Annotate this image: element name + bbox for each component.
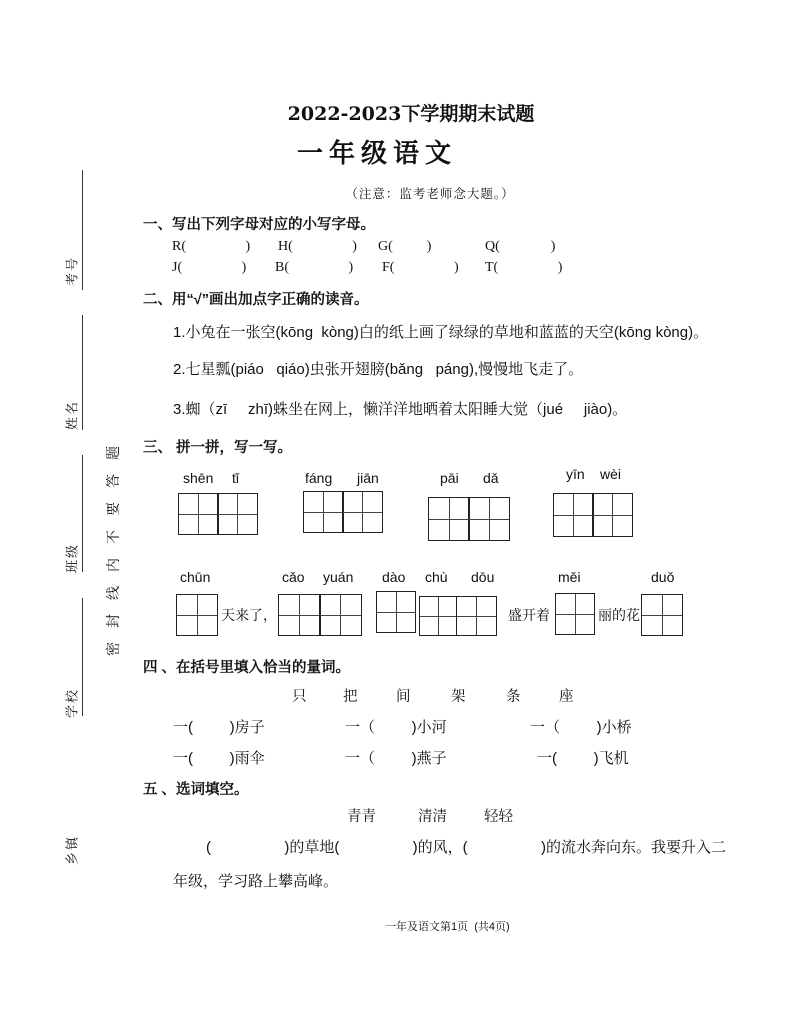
exam-title: 2022-2023下学期期末试题 — [287, 103, 535, 125]
binding-field-name: 姓名 — [64, 399, 80, 431]
pinyin-label: shēn — [183, 470, 214, 486]
section-4-heading: 四 、在括号里填入恰当的量词。 — [143, 660, 351, 676]
question-item: 3.蜘（zī zhī)蛛坐在网上，懒洋洋地晒着太阳睡大觉（jué jiào)。 — [173, 401, 628, 418]
fill-in-item: 一( )雨伞 — [173, 750, 265, 767]
pinyin-label: jiān — [357, 470, 379, 486]
writing-grid-box — [278, 594, 321, 636]
exam-number-line — [82, 170, 83, 290]
writing-grid-box — [555, 593, 595, 635]
writing-grid-box — [176, 594, 218, 636]
letter-item: Q( ) — [485, 239, 556, 254]
fill-in-item: 一( )房子 — [173, 719, 265, 736]
letter-item: T( ) — [485, 260, 563, 275]
section-5-heading: 五 、选词填空。 — [143, 782, 249, 798]
letter-item: R( ) — [172, 239, 251, 254]
writing-grid-box — [217, 493, 258, 535]
sentence-fragment: 盛开着 — [508, 607, 550, 623]
pinyin-label: tǐ — [232, 470, 239, 486]
school-line — [82, 598, 83, 716]
pinyin-label: fáng — [305, 470, 333, 486]
pinyin-label: měi — [558, 569, 581, 585]
writing-grid-box — [178, 493, 219, 535]
measure-word-option: 间 — [396, 689, 411, 705]
writing-grid-box — [303, 491, 344, 533]
letter-item: J( ) — [172, 260, 247, 275]
pinyin-label: dǎ — [483, 470, 499, 486]
class-line — [82, 455, 83, 572]
word-choice-option: 轻轻 — [484, 809, 513, 825]
measure-word-option: 把 — [343, 689, 358, 705]
fill-in-item: 一（ )小河 — [345, 719, 447, 736]
section-3-heading: 三、 拼一拼，写一写。 — [143, 440, 293, 456]
letter-item: G( ) — [378, 239, 432, 254]
fill-in-sentence-line: 年级，学习路上攀高峰。 — [173, 873, 339, 890]
writing-grid-box — [419, 596, 457, 636]
pinyin-label: pāi — [440, 470, 459, 486]
measure-word-option: 条 — [506, 689, 521, 705]
section-2-heading: 二、用“√”画出加点字正确的读音。 — [143, 292, 369, 308]
pinyin-label: dōu — [471, 569, 495, 585]
pinyin-label: yīn — [566, 466, 585, 482]
word-choice-option: 清清 — [418, 809, 447, 825]
binding-field-class: 班级 — [64, 542, 80, 574]
sentence-fragment: 丽的花 — [598, 607, 640, 623]
writing-grid-box — [592, 493, 633, 537]
pinyin-label: chù — [425, 569, 448, 585]
letter-item: F( ) — [382, 260, 459, 275]
question-item: 2.七星瓢(piáo qiáo)虫张开翅膀(bǎng páng),慢慢地飞走了。 — [173, 361, 584, 378]
measure-word-option: 座 — [559, 689, 574, 705]
binding-field-exam-number: 考号 — [64, 255, 80, 287]
exam-note: （注意：监考老师念大题。） — [345, 186, 515, 201]
fill-in-sentence-line: ( )的草地( )的风，( )的流水奔向东。我要升入二 — [206, 839, 726, 856]
pinyin-label: chūn — [180, 569, 211, 585]
question-item: 1.小兔在一张空(kōng kòng)白的纸上画了绿绿的草地和蓝蓝的天空(kōng kòng)。 — [173, 324, 709, 341]
page-footer: 一年及语文第1页 (共4页) — [385, 921, 510, 933]
binding-field-township: 乡镇 — [64, 834, 80, 866]
fill-in-item: 一( )飞机 — [537, 750, 629, 767]
writing-grid-box — [468, 497, 510, 541]
letter-item: H( ) — [278, 239, 357, 254]
pinyin-label: yuán — [323, 569, 354, 585]
writing-grid-box — [553, 493, 594, 537]
fill-in-item: 一（ )燕子 — [345, 750, 447, 767]
pinyin-label: wèi — [600, 466, 622, 482]
writing-grid-box — [342, 491, 383, 533]
measure-word-option: 只 — [292, 689, 307, 705]
sealing-line-warning: 密封线内不要答题 — [105, 432, 121, 656]
writing-grid-box — [456, 596, 497, 636]
pinyin-label: dào — [382, 569, 406, 585]
writing-grid-box — [376, 591, 416, 633]
exam-subject: 一年级语文 — [296, 139, 457, 169]
pinyin-label: duǒ — [651, 569, 675, 585]
writing-grid-box — [428, 497, 470, 541]
writing-grid-box — [641, 594, 683, 636]
binding-field-school: 学校 — [64, 687, 80, 719]
sentence-fragment: 天来了， — [221, 607, 277, 623]
name-line — [82, 315, 83, 430]
pinyin-label: cǎo — [282, 569, 305, 585]
fill-in-item: 一（ )小桥 — [530, 719, 632, 736]
measure-word-option: 架 — [451, 689, 466, 705]
writing-grid-box — [319, 594, 362, 636]
section-1-heading: 一、写出下列字母对应的小写字母。 — [143, 217, 375, 233]
word-choice-option: 青青 — [347, 809, 376, 825]
letter-item: B( ) — [275, 260, 354, 275]
